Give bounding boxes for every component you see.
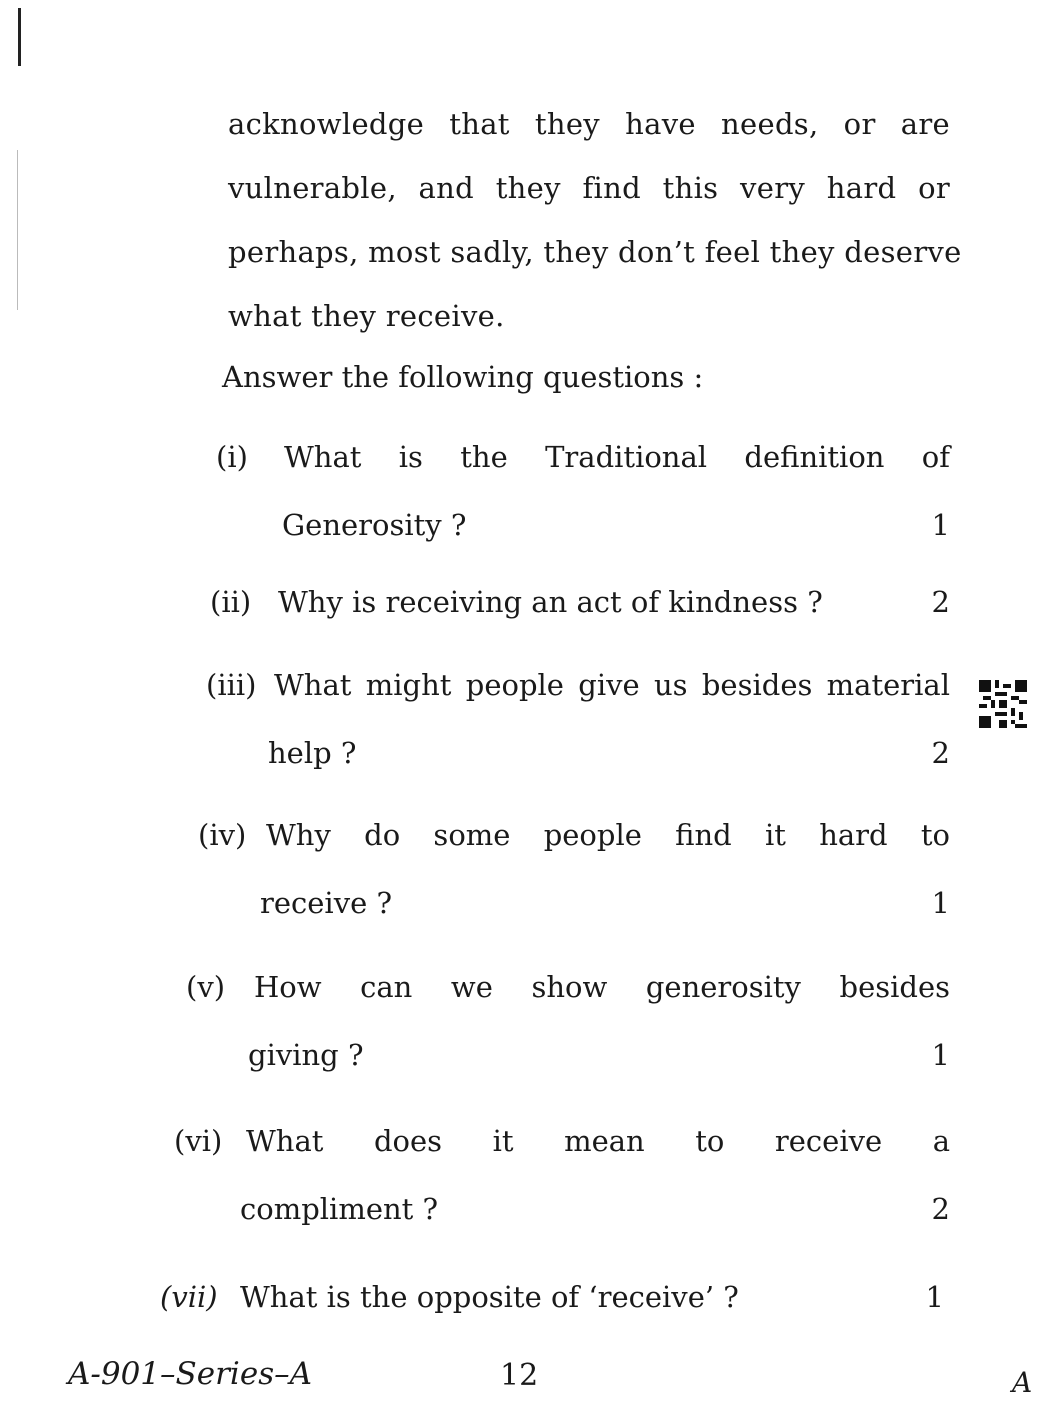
question-text: How can we show generosity besides bbox=[254, 970, 950, 1004]
question-number: (iv) bbox=[198, 818, 247, 852]
question-marks: 1 bbox=[931, 1038, 950, 1072]
question-text: What might people give us besides material bbox=[274, 668, 950, 702]
question-continuation: receive ? bbox=[260, 886, 393, 920]
question-item bbox=[210, 585, 950, 653]
question-number: (vii) bbox=[160, 1280, 218, 1314]
passage bbox=[228, 92, 962, 348]
question-continuation: help ? bbox=[268, 736, 357, 770]
question-marks: 1 bbox=[931, 508, 950, 542]
question-number: (i) bbox=[216, 440, 248, 474]
question-number: (v) bbox=[186, 970, 226, 1004]
scan-margin-line bbox=[18, 8, 21, 66]
question-marks: 2 bbox=[931, 1192, 950, 1226]
scan-margin-line bbox=[17, 150, 18, 310]
question-text: What is the Traditional definition of bbox=[284, 440, 950, 474]
question-marks: 2 bbox=[931, 736, 950, 770]
question-number: (iii) bbox=[206, 668, 257, 702]
question-marks: 1 bbox=[925, 1280, 944, 1314]
question-item bbox=[174, 1124, 950, 1260]
passage-line: vulnerable, and they find this very hard or bbox=[228, 171, 950, 205]
question-item bbox=[206, 668, 950, 804]
paper-code: A-901–Series–A bbox=[68, 1356, 312, 1392]
question-text: What is the opposite of ‘receive’ ? bbox=[240, 1280, 739, 1314]
question-marks: 1 bbox=[931, 886, 950, 920]
page-number: 12 bbox=[500, 1358, 539, 1393]
question-continuation: Generosity ? bbox=[282, 508, 467, 542]
qr-code-icon bbox=[979, 680, 1027, 728]
question-number: (vi) bbox=[174, 1124, 223, 1158]
question-text: Why is receiving an act of kindness ? bbox=[278, 585, 823, 619]
question-text: Why do some people find it hard to bbox=[266, 818, 950, 852]
question-continuation: compliment ? bbox=[240, 1192, 439, 1226]
footer-mark: A bbox=[1012, 1366, 1033, 1399]
question-number: (ii) bbox=[210, 585, 252, 619]
question-item bbox=[198, 818, 950, 954]
question-item bbox=[216, 440, 950, 576]
question-item bbox=[186, 970, 950, 1106]
question-text: What does it mean to receive a bbox=[246, 1124, 950, 1158]
passage-line: perhaps, most sadly, they don’t feel they deserve bbox=[228, 235, 962, 269]
question-item bbox=[160, 1280, 944, 1348]
instruction-text: Answer the following questions : bbox=[222, 360, 704, 394]
question-marks: 2 bbox=[931, 585, 950, 619]
passage-line: what they receive. bbox=[228, 299, 505, 333]
question-continuation: giving ? bbox=[248, 1038, 364, 1072]
passage-line: acknowledge that they have needs, or are bbox=[228, 107, 950, 141]
